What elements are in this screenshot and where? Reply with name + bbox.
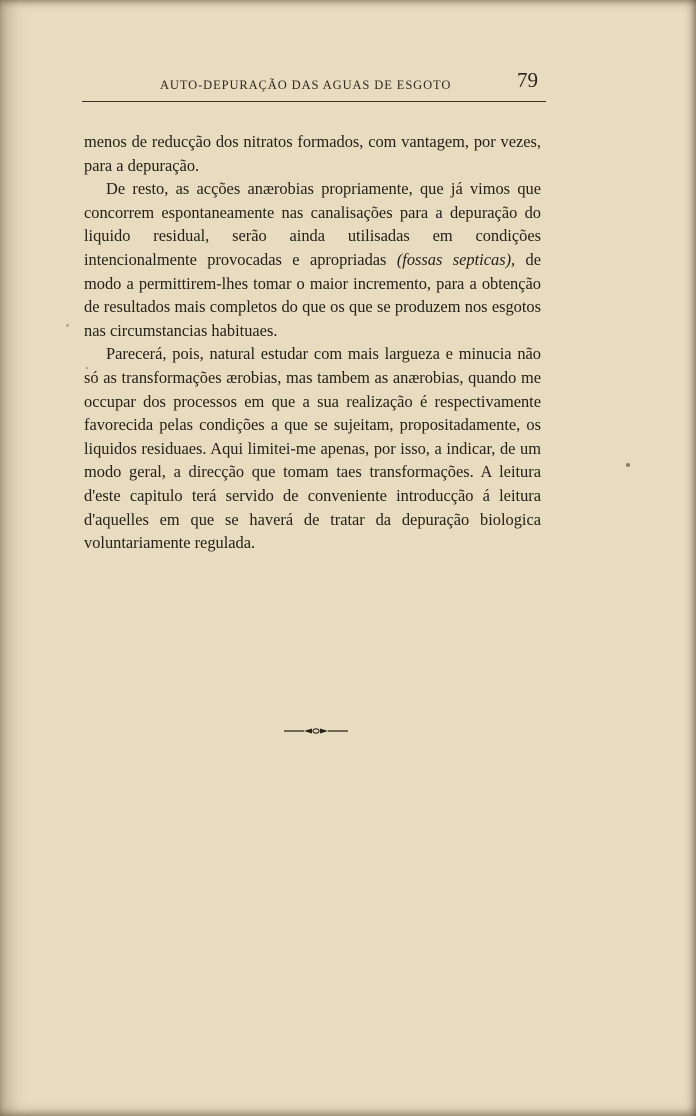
ink-spot bbox=[626, 463, 630, 467]
paragraph-2-text-after: de modo a permittirem-lhes tomar o maior incremento, para a obtenção de resultados mais completos do que os que se produzem nos esgotos nas circumstancias habituaes. bbox=[84, 249, 541, 340]
end-ornament bbox=[282, 723, 350, 739]
paragraph-2-emphasis: (fossas septicas), bbox=[396, 249, 516, 269]
ink-spot bbox=[66, 324, 69, 327]
body-text bbox=[84, 130, 541, 555]
paragraph-3: Parecerá, pois, natural estudar com mais largueza e minucia não só as transformações ærobias, mas tambem as anærobias, quando me occupar dos processos em que a sua realização é respectivamente favorecida pelas condições a que se sujeitam, propositadamente, os liquidos residuaes. Aqui limitei-me apenas, por isso, a indicar, de um modo geral, a direcção que tomam taes transformações. A leitura d'este capitulo terá servido de conveniente introducção á leitura d'aquelles em que se haverá de tratar da depuração biologica voluntariamente regulada. bbox=[84, 344, 541, 553]
running-title: AUTO-DEPURAÇÃO DAS AGUAS DE ESGOTO bbox=[160, 78, 452, 92]
page-number: 79 bbox=[517, 68, 538, 92]
header-rule bbox=[82, 101, 546, 102]
ink-spot bbox=[86, 367, 88, 369]
page-header bbox=[82, 64, 544, 94]
paragraph-2 bbox=[84, 177, 541, 342]
paragraph-1: menos de reducção dos nitratos formados, com vantagem, por vezes, para a depuração. bbox=[84, 132, 541, 175]
paragraph-2-text-before: De resto, as acções anærobias propriamente, que já vimos que concorrem espontaneamente nas canalisações para a depuração do liquido residual, serão ainda utilisadas em condições intencionalmente provocadas e apropriadas bbox=[84, 179, 541, 269]
